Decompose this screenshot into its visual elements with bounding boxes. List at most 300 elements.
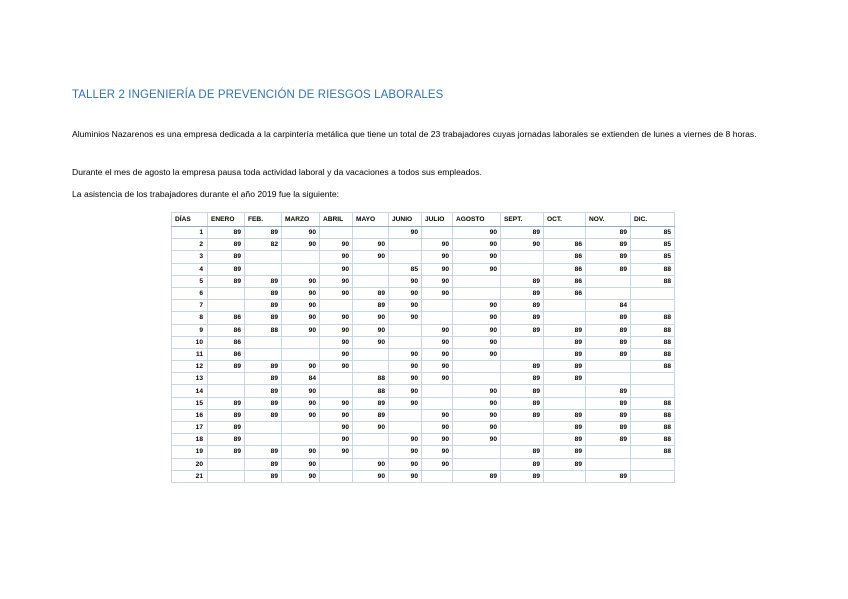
attendance-cell: 89 xyxy=(245,458,282,470)
attendance-cell: 89 xyxy=(586,385,631,397)
attendance-cell: 88 xyxy=(631,361,675,373)
day-cell: 7 xyxy=(172,300,208,312)
attendance-cell xyxy=(282,348,320,360)
attendance-cell: 89 xyxy=(544,446,586,458)
table-row xyxy=(172,361,675,373)
attendance-cell: 90 xyxy=(320,312,353,324)
attendance-cell: 90 xyxy=(282,275,320,287)
attendance-cell xyxy=(544,300,586,312)
attendance-cell xyxy=(501,251,544,263)
attendance-cell xyxy=(586,275,631,287)
attendance-cell: 89 xyxy=(353,397,389,409)
attendance-cell xyxy=(422,397,453,409)
column-header: AGOSTO xyxy=(453,213,501,227)
attendance-cell: 89 xyxy=(586,397,631,409)
table-row xyxy=(172,300,675,312)
table-row xyxy=(172,348,675,360)
attendance-cell: 86 xyxy=(544,239,586,251)
attendance-cell: 90 xyxy=(422,263,453,275)
attendance-cell xyxy=(631,470,675,482)
attendance-cell xyxy=(631,287,675,299)
table-header-row xyxy=(172,213,675,227)
day-cell: 19 xyxy=(172,446,208,458)
day-cell: 11 xyxy=(172,348,208,360)
attendance-cell: 89 xyxy=(501,470,544,482)
attendance-cell: 90 xyxy=(282,324,320,336)
table-row xyxy=(172,397,675,409)
attendance-cell xyxy=(320,385,353,397)
attendance-cell: 88 xyxy=(631,263,675,275)
attendance-cell: 90 xyxy=(320,409,353,421)
column-header: NOV. xyxy=(586,213,631,227)
day-cell: 1 xyxy=(172,227,208,239)
attendance-cell: 89 xyxy=(208,409,245,421)
attendance-cell xyxy=(389,336,422,348)
attendance-cell: 89 xyxy=(586,227,631,239)
attendance-cell: 89 xyxy=(208,251,245,263)
attendance-cell: 90 xyxy=(422,348,453,360)
attendance-cell xyxy=(422,470,453,482)
table-row xyxy=(172,409,675,421)
attendance-cell: 90 xyxy=(453,348,501,360)
column-header: MARZO xyxy=(282,213,320,227)
attendance-cell xyxy=(586,287,631,299)
column-header: ENERO xyxy=(208,213,245,227)
attendance-cell: 89 xyxy=(245,287,282,299)
attendance-cell xyxy=(208,373,245,385)
attendance-cell: 89 xyxy=(586,239,631,251)
attendance-cell: 90 xyxy=(389,434,422,446)
vacation-paragraph: Durante el mes de agosto la empresa pausa toda actividad laboral y da vacaciones a todos sus empleados. xyxy=(72,167,482,177)
attendance-cell: 89 xyxy=(245,361,282,373)
attendance-cell: 89 xyxy=(501,324,544,336)
attendance-cell: 90 xyxy=(389,446,422,458)
attendance-cell: 90 xyxy=(453,336,501,348)
attendance-cell: 90 xyxy=(389,287,422,299)
attendance-cell: 90 xyxy=(453,239,501,251)
column-header: OCT. xyxy=(544,213,586,227)
attendance-cell xyxy=(353,275,389,287)
attendance-cell: 86 xyxy=(544,263,586,275)
attendance-cell: 89 xyxy=(208,227,245,239)
attendance-cell: 90 xyxy=(453,434,501,446)
attendance-cell: 89 xyxy=(544,336,586,348)
attendance-cell xyxy=(245,251,282,263)
attendance-cell: 89 xyxy=(501,287,544,299)
attendance-cell: 90 xyxy=(282,446,320,458)
attendance-cell xyxy=(453,446,501,458)
attendance-cell: 89 xyxy=(586,434,631,446)
attendance-cell: 84 xyxy=(586,300,631,312)
attendance-cell: 89 xyxy=(501,409,544,421)
attendance-cell xyxy=(586,446,631,458)
attendance-cell xyxy=(544,397,586,409)
attendance-cell: 89 xyxy=(245,470,282,482)
attendance-cell: 89 xyxy=(208,446,245,458)
attendance-cell xyxy=(389,324,422,336)
attendance-cell: 86 xyxy=(544,251,586,263)
attendance-cell: 89 xyxy=(208,434,245,446)
attendance-cell xyxy=(453,287,501,299)
attendance-cell: 90 xyxy=(453,251,501,263)
column-header: MAYO xyxy=(353,213,389,227)
attendance-cell: 89 xyxy=(353,287,389,299)
attendance-cell: 89 xyxy=(501,361,544,373)
attendance-cell: 90 xyxy=(353,312,389,324)
attendance-cell: 89 xyxy=(353,409,389,421)
attendance-cell: 90 xyxy=(389,373,422,385)
attendance-cell xyxy=(544,227,586,239)
table-row xyxy=(172,227,675,239)
attendance-cell: 85 xyxy=(389,263,422,275)
attendance-cell: 89 xyxy=(501,227,544,239)
attendance-cell: 89 xyxy=(208,422,245,434)
attendance-cell: 82 xyxy=(245,239,282,251)
attendance-cell: 90 xyxy=(422,409,453,421)
attendance-cell xyxy=(422,300,453,312)
attendance-cell: 88 xyxy=(631,275,675,287)
attendance-cell: 90 xyxy=(453,300,501,312)
attendance-cell: 88 xyxy=(631,324,675,336)
attendance-cell: 89 xyxy=(586,336,631,348)
attendance-cell xyxy=(208,385,245,397)
attendance-cell: 90 xyxy=(320,446,353,458)
attendance-cell: 89 xyxy=(501,446,544,458)
table-row xyxy=(172,263,675,275)
attendance-cell xyxy=(320,227,353,239)
attendance-cell xyxy=(501,422,544,434)
attendance-cell: 89 xyxy=(586,312,631,324)
attendance-cell xyxy=(245,336,282,348)
day-cell: 12 xyxy=(172,361,208,373)
attendance-cell: 89 xyxy=(245,397,282,409)
attendance-cell: 89 xyxy=(245,446,282,458)
attendance-cell: 88 xyxy=(631,422,675,434)
attendance-cell xyxy=(544,385,586,397)
attendance-cell: 90 xyxy=(453,263,501,275)
attendance-cell: 86 xyxy=(208,348,245,360)
attendance-cell: 89 xyxy=(586,251,631,263)
attendance-table xyxy=(171,212,675,483)
attendance-cell xyxy=(453,458,501,470)
attendance-cell: 89 xyxy=(208,263,245,275)
attendance-cell xyxy=(353,263,389,275)
attendance-cell: 89 xyxy=(501,397,544,409)
attendance-cell: 90 xyxy=(453,385,501,397)
attendance-cell xyxy=(389,239,422,251)
attendance-cell: 86 xyxy=(544,275,586,287)
attendance-cell: 90 xyxy=(422,324,453,336)
attendance-cell xyxy=(245,263,282,275)
attendance-cell xyxy=(453,361,501,373)
column-header: JUNIO xyxy=(389,213,422,227)
attendance-cell: 89 xyxy=(245,409,282,421)
attendance-cell: 90 xyxy=(389,227,422,239)
attendance-cell: 90 xyxy=(282,397,320,409)
attendance-cell: 90 xyxy=(282,470,320,482)
attendance-cell xyxy=(389,409,422,421)
attendance-cell: 89 xyxy=(544,422,586,434)
attendance-cell: 89 xyxy=(544,373,586,385)
attendance-cell: 90 xyxy=(453,409,501,421)
day-cell: 9 xyxy=(172,324,208,336)
attendance-cell: 89 xyxy=(245,373,282,385)
attendance-cell: 90 xyxy=(389,470,422,482)
attendance-cell: 89 xyxy=(586,348,631,360)
table-row xyxy=(172,251,675,263)
attendance-cell xyxy=(320,373,353,385)
attendance-cell: 90 xyxy=(389,348,422,360)
attendance-cell: 90 xyxy=(353,239,389,251)
attendance-cell xyxy=(586,361,631,373)
attendance-cell xyxy=(631,300,675,312)
attendance-cell xyxy=(282,422,320,434)
attendance-cell xyxy=(453,373,501,385)
attendance-cell: 90 xyxy=(389,458,422,470)
attendance-cell: 86 xyxy=(208,312,245,324)
attendance-cell xyxy=(320,470,353,482)
attendance-cell: 90 xyxy=(320,251,353,263)
attendance-cell: 90 xyxy=(422,251,453,263)
attendance-cell: 90 xyxy=(422,373,453,385)
attendance-cell: 90 xyxy=(422,422,453,434)
attendance-cell xyxy=(282,251,320,263)
attendance-cell xyxy=(501,434,544,446)
attendance-cell: 89 xyxy=(544,434,586,446)
attendance-cell xyxy=(208,458,245,470)
day-cell: 18 xyxy=(172,434,208,446)
attendance-cell xyxy=(389,251,422,263)
day-cell: 16 xyxy=(172,409,208,421)
attendance-cell: 89 xyxy=(501,385,544,397)
attendance-cell xyxy=(501,348,544,360)
attendance-cell xyxy=(631,458,675,470)
attendance-cell xyxy=(353,446,389,458)
attendance-cell: 86 xyxy=(208,336,245,348)
attendance-cell: 90 xyxy=(422,275,453,287)
attendance-cell: 90 xyxy=(282,300,320,312)
attendance-cell xyxy=(544,312,586,324)
attendance-cell xyxy=(501,263,544,275)
day-cell: 5 xyxy=(172,275,208,287)
attendance-cell: 89 xyxy=(544,458,586,470)
attendance-cell: 88 xyxy=(631,446,675,458)
day-cell: 20 xyxy=(172,458,208,470)
attendance-cell: 85 xyxy=(631,227,675,239)
attendance-cell: 90 xyxy=(282,458,320,470)
table-row xyxy=(172,373,675,385)
attendance-cell: 89 xyxy=(353,300,389,312)
attendance-cell: 90 xyxy=(320,336,353,348)
attendance-cell xyxy=(208,300,245,312)
attendance-cell: 89 xyxy=(245,275,282,287)
day-cell: 21 xyxy=(172,470,208,482)
attendance-cell xyxy=(422,312,453,324)
attendance-cell: 90 xyxy=(282,361,320,373)
column-header: DIC. xyxy=(631,213,675,227)
attendance-cell: 90 xyxy=(282,312,320,324)
attendance-cell: 89 xyxy=(245,300,282,312)
attendance-cell xyxy=(353,348,389,360)
column-header: JULIO xyxy=(422,213,453,227)
attendance-cell: 90 xyxy=(389,300,422,312)
document-title: TALLER 2 INGENIERÍA DE PREVENCIÓN DE RIESGOS LABORALES xyxy=(72,89,444,101)
attendance-cell: 90 xyxy=(389,312,422,324)
intro-paragraph: Aluminios Nazarenos es una empresa dedicada a la carpintería metálica que tiene un total de 23 trabajadores cuyas jornadas laborales se extienden de lunes a viernes de 8 horas. xyxy=(72,129,757,139)
attendance-cell: 90 xyxy=(453,312,501,324)
attendance-cell xyxy=(245,422,282,434)
table-row xyxy=(172,239,675,251)
attendance-cell: 89 xyxy=(208,239,245,251)
table-row xyxy=(172,336,675,348)
attendance-cell: 90 xyxy=(422,458,453,470)
attendance-cell: 89 xyxy=(245,227,282,239)
attendance-cell: 90 xyxy=(320,422,353,434)
table-row xyxy=(172,385,675,397)
attendance-cell: 90 xyxy=(453,324,501,336)
day-cell: 15 xyxy=(172,397,208,409)
attendance-cell: 90 xyxy=(320,287,353,299)
attendance-cell: 88 xyxy=(353,385,389,397)
day-cell: 14 xyxy=(172,385,208,397)
day-cell: 13 xyxy=(172,373,208,385)
attendance-cell: 90 xyxy=(389,361,422,373)
attendance-intro-paragraph: La asistencia de los trabajadores durante el año 2019 fue la siguiente: xyxy=(72,189,340,199)
table-row xyxy=(172,434,675,446)
attendance-cell: 88 xyxy=(631,434,675,446)
day-cell: 6 xyxy=(172,287,208,299)
attendance-cell xyxy=(389,422,422,434)
column-header: FEB. xyxy=(245,213,282,227)
attendance-cell xyxy=(282,263,320,275)
attendance-cell: 89 xyxy=(586,324,631,336)
attendance-cell: 86 xyxy=(208,324,245,336)
day-cell: 4 xyxy=(172,263,208,275)
attendance-cell: 89 xyxy=(586,263,631,275)
attendance-cell: 88 xyxy=(631,336,675,348)
attendance-cell: 89 xyxy=(501,312,544,324)
attendance-cell xyxy=(501,336,544,348)
table-row xyxy=(172,287,675,299)
attendance-cell xyxy=(208,287,245,299)
attendance-cell: 90 xyxy=(389,385,422,397)
attendance-cell: 88 xyxy=(631,348,675,360)
attendance-cell: 90 xyxy=(422,336,453,348)
attendance-cell: 90 xyxy=(453,397,501,409)
attendance-cell: 88 xyxy=(631,397,675,409)
table-row xyxy=(172,312,675,324)
attendance-cell: 89 xyxy=(501,458,544,470)
attendance-cell: 90 xyxy=(353,251,389,263)
attendance-cell: 85 xyxy=(631,239,675,251)
attendance-cell: 90 xyxy=(422,434,453,446)
attendance-cell: 90 xyxy=(353,458,389,470)
attendance-cell: 90 xyxy=(282,287,320,299)
table-row xyxy=(172,324,675,336)
attendance-cell: 90 xyxy=(453,422,501,434)
table-row xyxy=(172,470,675,482)
attendance-cell: 90 xyxy=(320,324,353,336)
attendance-cell xyxy=(208,470,245,482)
attendance-cell: 90 xyxy=(320,434,353,446)
attendance-cell: 90 xyxy=(320,361,353,373)
attendance-cell: 90 xyxy=(353,336,389,348)
attendance-cell xyxy=(631,385,675,397)
attendance-cell xyxy=(282,336,320,348)
attendance-cell xyxy=(353,227,389,239)
attendance-cell xyxy=(586,373,631,385)
attendance-cell xyxy=(586,458,631,470)
column-header: DÍAS xyxy=(172,213,208,227)
attendance-cell: 85 xyxy=(631,251,675,263)
attendance-cell xyxy=(544,470,586,482)
attendance-cell: 90 xyxy=(282,409,320,421)
day-cell: 2 xyxy=(172,239,208,251)
attendance-cell: 89 xyxy=(586,470,631,482)
attendance-cell xyxy=(631,373,675,385)
column-header: ABRIL xyxy=(320,213,353,227)
attendance-cell xyxy=(353,361,389,373)
attendance-cell: 89 xyxy=(208,361,245,373)
attendance-cell: 89 xyxy=(208,397,245,409)
day-cell: 3 xyxy=(172,251,208,263)
attendance-cell xyxy=(320,300,353,312)
attendance-cell: 90 xyxy=(320,263,353,275)
attendance-cell xyxy=(245,348,282,360)
attendance-cell xyxy=(353,434,389,446)
attendance-cell xyxy=(282,434,320,446)
attendance-cell: 90 xyxy=(501,239,544,251)
attendance-cell: 90 xyxy=(353,422,389,434)
attendance-cell: 84 xyxy=(282,373,320,385)
attendance-cell: 90 xyxy=(282,385,320,397)
attendance-cell: 90 xyxy=(320,275,353,287)
attendance-cell: 89 xyxy=(544,409,586,421)
attendance-cell: 90 xyxy=(353,324,389,336)
attendance-cell xyxy=(422,385,453,397)
attendance-cell: 90 xyxy=(320,239,353,251)
day-cell: 17 xyxy=(172,422,208,434)
attendance-cell: 90 xyxy=(422,239,453,251)
attendance-cell: 89 xyxy=(544,348,586,360)
attendance-cell: 90 xyxy=(422,446,453,458)
attendance-cell: 88 xyxy=(631,409,675,421)
attendance-cell: 90 xyxy=(282,239,320,251)
attendance-cell xyxy=(453,275,501,287)
attendance-cell: 90 xyxy=(320,397,353,409)
table-row xyxy=(172,446,675,458)
attendance-cell xyxy=(245,434,282,446)
attendance-cell: 90 xyxy=(353,470,389,482)
attendance-cell: 90 xyxy=(453,227,501,239)
attendance-cell xyxy=(422,227,453,239)
column-header: SEPT. xyxy=(501,213,544,227)
attendance-cell: 88 xyxy=(353,373,389,385)
attendance-cell: 89 xyxy=(544,361,586,373)
attendance-cell: 89 xyxy=(208,275,245,287)
table-row xyxy=(172,275,675,287)
attendance-cell: 90 xyxy=(320,348,353,360)
attendance-cell: 89 xyxy=(586,409,631,421)
attendance-cell xyxy=(320,458,353,470)
attendance-cell: 89 xyxy=(453,470,501,482)
attendance-cell: 89 xyxy=(501,373,544,385)
attendance-cell: 90 xyxy=(389,397,422,409)
attendance-cell: 86 xyxy=(544,287,586,299)
attendance-cell: 89 xyxy=(245,312,282,324)
table-row xyxy=(172,422,675,434)
attendance-cell: 89 xyxy=(245,385,282,397)
